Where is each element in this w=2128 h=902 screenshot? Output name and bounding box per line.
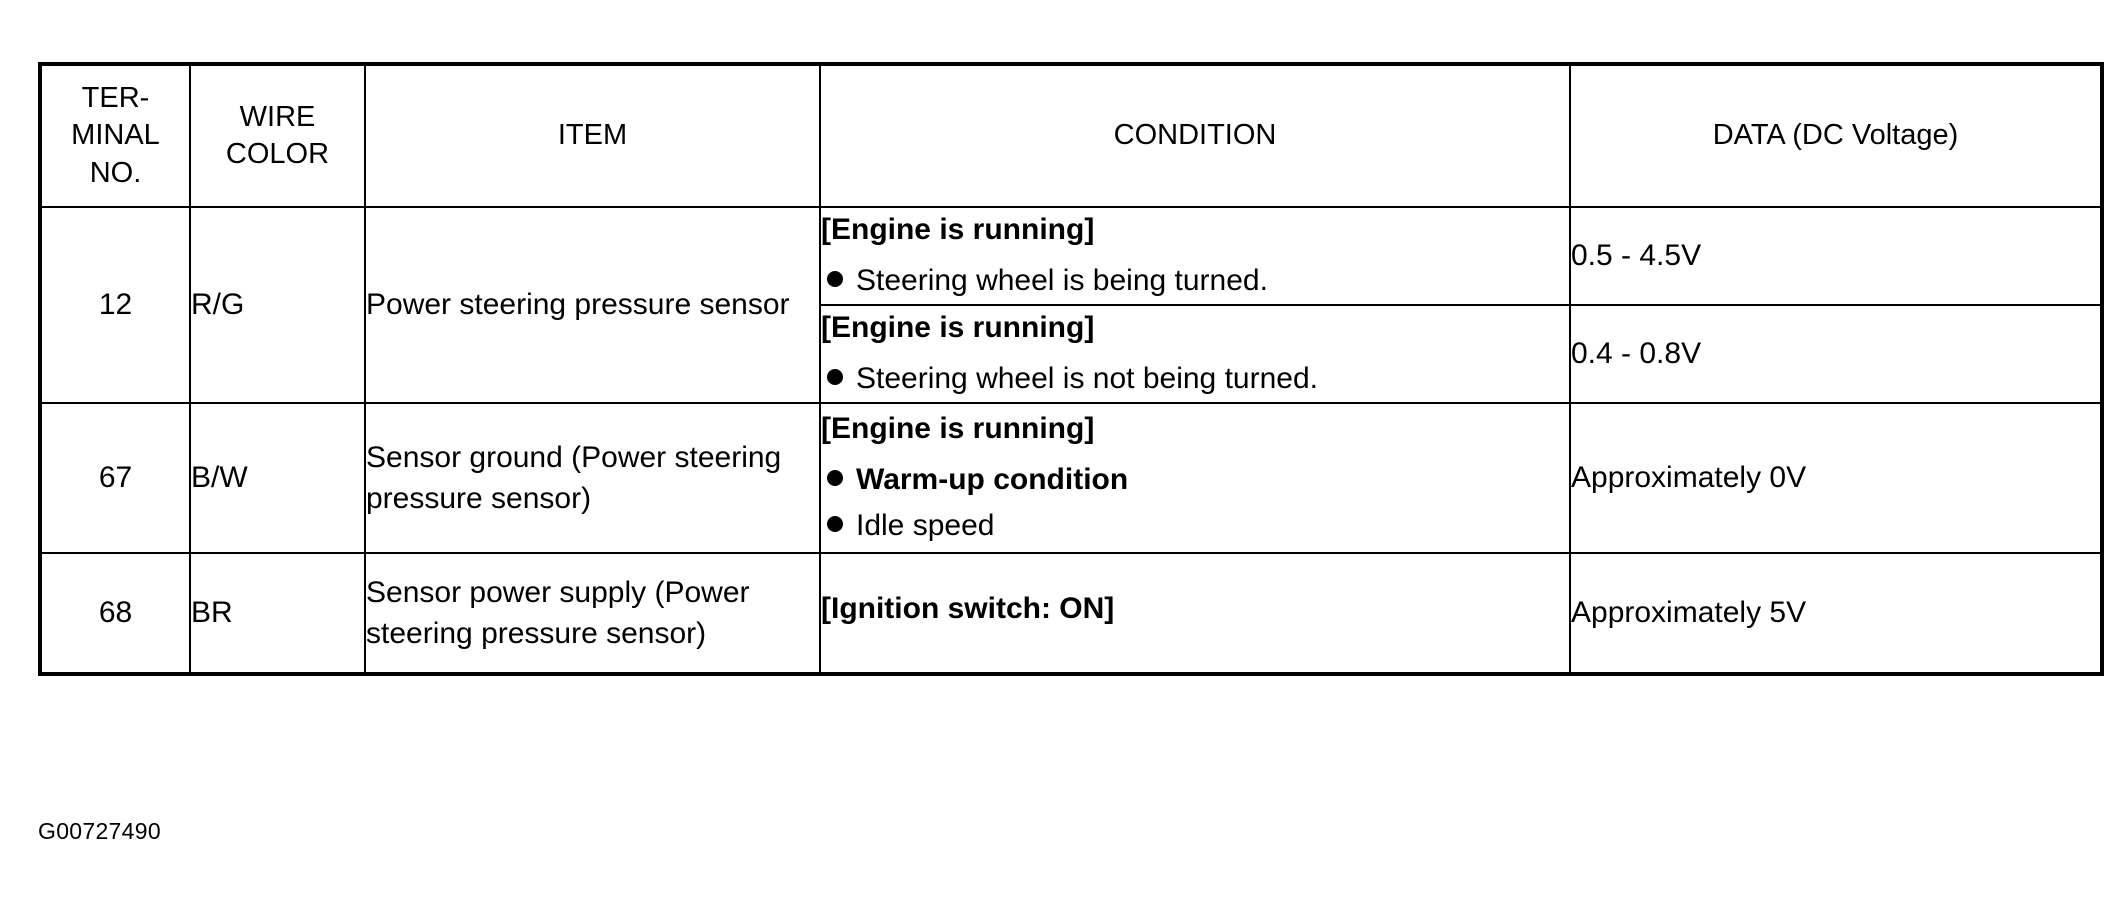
terminal-specification-table (38, 62, 2104, 676)
condition-bullet-text: Idle speed (856, 509, 995, 543)
bullet-dot-icon (827, 516, 843, 532)
cell-data: Approximately 5V (1570, 553, 2102, 674)
header-data: DATA (DC Voltage) (1570, 64, 2102, 207)
cell-data: Approximately 0V (1570, 403, 2102, 553)
condition-heading: [Ignition switch: ON] (821, 591, 1115, 625)
cell-condition (820, 403, 1570, 553)
condition-heading: [Engine is running] (821, 213, 1095, 247)
cell-terminal-no: 68 (40, 553, 190, 674)
cell-terminal-no: 67 (40, 403, 190, 553)
condition-bullet (821, 505, 1569, 548)
header-item: ITEM (365, 64, 820, 207)
header-wire-color (190, 64, 365, 207)
condition-heading: [Engine is running] (821, 311, 1095, 345)
cell-condition (820, 207, 1570, 305)
cell-data: 0.4 - 0.8V (1570, 305, 2102, 403)
cell-terminal-no: 12 (40, 207, 190, 403)
header-terminal-no-line1: TER- (81, 82, 150, 115)
header-terminal-no-line3: NO. (89, 156, 142, 189)
bullet-dot-icon (827, 369, 843, 385)
cell-condition (820, 553, 1570, 674)
header-wire-color-line1: WIRE (239, 100, 316, 133)
table-body (40, 207, 2102, 674)
condition-bullet-text: Steering wheel is being turned. (856, 264, 1268, 297)
cell-data: 0.5 - 4.5V (1570, 207, 2102, 305)
specification-table-container (38, 62, 2100, 676)
cell-item: Sensor power supply (Power steering pressure sensor) (365, 553, 820, 674)
cell-condition (820, 305, 1570, 403)
header-terminal-no-line2: MINAL (71, 119, 160, 152)
cell-item: Power steering pressure sensor (365, 207, 820, 403)
header-wire-color-line2: COLOR (225, 138, 330, 170)
header-terminal-no (40, 64, 190, 207)
header-condition: CONDITION (820, 64, 1570, 207)
cell-wire-color: B/W (190, 403, 365, 553)
condition-heading: [Engine is running] (821, 412, 1095, 446)
figure-reference-number: G00727490 (38, 818, 161, 844)
cell-wire-color: R/G (190, 207, 365, 403)
condition-bullet-text: Warm-up condition (856, 462, 1129, 496)
bullet-dot-icon (827, 470, 843, 486)
condition-bullet (821, 260, 1569, 303)
table-row (40, 403, 2102, 553)
table-row (40, 207, 2102, 305)
table-header (40, 64, 2102, 207)
condition-bullet (821, 459, 1569, 502)
table-header-row (40, 64, 2102, 207)
condition-bullet (821, 358, 1569, 401)
condition-bullet-text: Steering wheel is not being turned. (856, 362, 1318, 395)
bullet-dot-icon (827, 271, 843, 287)
cell-wire-color: BR (190, 553, 365, 674)
table-row (40, 553, 2102, 674)
cell-item: Sensor ground (Power steering pressure sensor) (365, 403, 820, 553)
